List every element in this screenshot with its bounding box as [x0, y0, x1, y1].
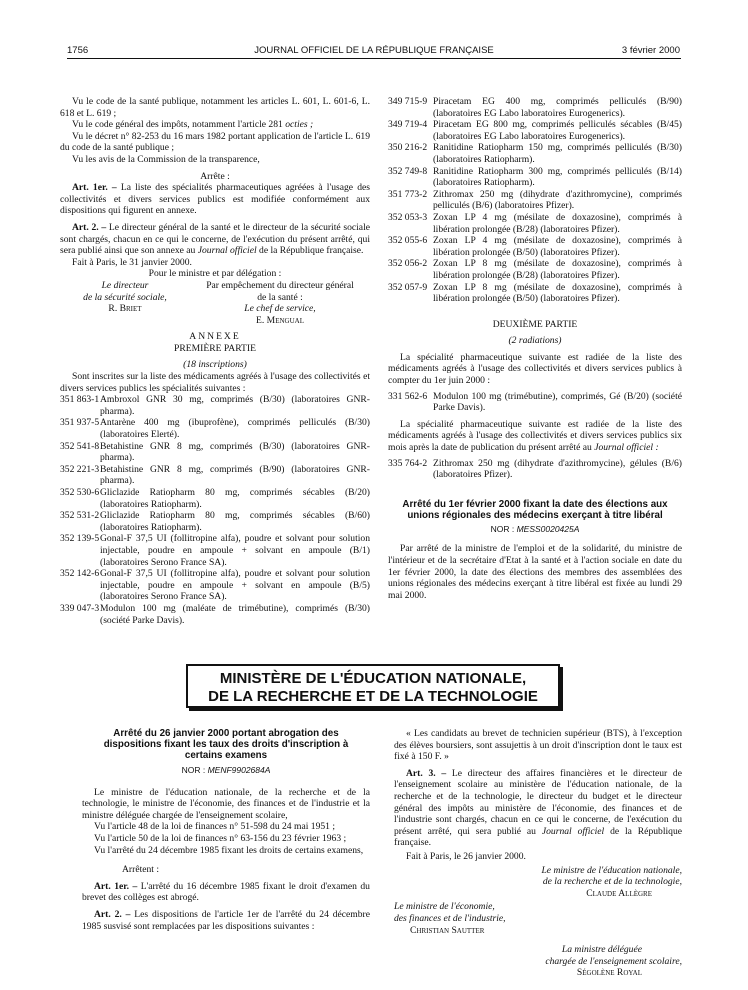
- entry-code: 351 773-2: [388, 188, 428, 200]
- inscriptions-count: (18 inscriptions): [183, 359, 247, 371]
- inscription-list-continued: [388, 96, 682, 305]
- medicine-entry: [388, 96, 682, 119]
- medicine-entry: [388, 212, 682, 235]
- elections-title: Arrêté du 1er février 2000 fixant la date des élections aux unions régionales des médecins exerçant à titre libéral: [402, 498, 668, 521]
- vu-line: Vu l'article 50 de la loi de finances n° 63-156 du 23 février 1963 ;: [94, 832, 347, 844]
- vu-line: Vu le code de la santé publique, notamment les articles L. 601, L. 601-6, L. 618 et L. 619 ;: [60, 96, 370, 119]
- article-2: Art. 2. – Le directeur général de la santé et le directeur de la sécurité sociale sont chargés, chacun en ce qui le concerne, de l'exécution du présent arrêté, qui sera publié ainsi que son annexe au Journal officiel de la République française.: [60, 221, 370, 257]
- entry-description: Gonal-F 37,5 UI (follitropine alfa), poudre et solvant pour solution injectable, poudre en ampoule + solvant en ampoule (B/1) (laboratoires Serono France SA).: [100, 533, 370, 568]
- radiations-count: (2 radiations): [508, 335, 562, 347]
- inscription-list: [60, 394, 370, 626]
- intro: Sont inscrites sur la liste des médicaments agréés à l'usage des collectivités et divers services publics les spécialités suivantes :: [60, 371, 370, 394]
- entry-description: Piracetam EG 400 mg, comprimés pelliculés (B/90) (laboratoires EG Labo laboratoires Eurogenerics).: [433, 96, 682, 119]
- entry-code: 350 216-2: [388, 142, 428, 154]
- right-column-top: [388, 96, 682, 601]
- delegation: Pour le ministre et par délégation :: [148, 268, 282, 280]
- radiation-paragraph: La spécialité pharmaceutique suivante est radiée de la liste des médicaments agréés à l'usage des collectivités et divers services publics à compter du 1er juin 2000 :: [388, 351, 682, 387]
- preamble: Le ministre de l'éducation nationale, de la recherche et de la technologie, le ministre de l'économie, des finances et de l'industrie et la ministre déléguée chargée de l'enseignement scolaire,: [82, 786, 370, 821]
- elections-nor: NOR : MESS0020425A: [490, 523, 580, 534]
- medicine-entry: [60, 510, 370, 533]
- medicine-entry: [60, 417, 370, 440]
- entry-code: 352 139-5: [60, 533, 100, 545]
- decree-nor: NOR : MENF9902684A: [181, 765, 271, 775]
- entry-description: Zithromax 250 mg (dihydrate d'azithromycine), comprimés pelliculés (B/6) (laboratoires Pfizer).: [433, 188, 682, 212]
- medicine-entry: [60, 568, 370, 603]
- entry-description: Zoxan LP 8 mg (mésilate de doxazosine), comprimés à libération prolongée (B/50) (laboratoires Pfizer).: [433, 281, 682, 305]
- fait-a-paris: Fait à Paris, le 31 janvier 2000.: [72, 256, 192, 268]
- entry-code: 352 530-6: [60, 487, 100, 498]
- entry-code: 352 541-8: [60, 440, 100, 452]
- entry-description: Piracetam EG 800 mg, comprimés pelliculés sécables (B/45) (laboratoires EG Labo laboratoires Eurogenerics).: [433, 119, 682, 142]
- vu-line: Vu les avis de la Commission de la transparence,: [72, 153, 260, 165]
- medicine-entry: [388, 166, 682, 189]
- entry-description: Zoxan LP 8 mg (mésilate de doxazosine), comprimés à libération prolongée (B/28) (laboratoires Pfizer).: [433, 258, 682, 281]
- entry-code: 349 715-9: [388, 96, 428, 107]
- right-column-bottom: [394, 728, 682, 979]
- entry-description: Gliclazide Ratiopharm 80 mg, comprimés sécables (B/20) (laboratoires Ratiopharm).: [100, 487, 370, 510]
- entry-description: Ambroxol GNR 30 mg, comprimés (B/30) (laboratoires GNR-pharma).: [100, 394, 370, 417]
- entry-description: Zoxan LP 4 mg (mésilate de doxazosine), comprimés à libération prolongée (B/28) (laboratoires Pfizer).: [433, 211, 682, 235]
- vu-line: Vu l'arrêté du 24 décembre 1985 fixant les droits de certains examens,: [94, 844, 364, 856]
- medicine-entry: [60, 487, 370, 510]
- entry-code: 351 937-5: [60, 417, 100, 429]
- signature-enseignement: La ministre déléguée chargée de l'enseignement scolaire, Ségolène Royal: [545, 944, 682, 979]
- medicine-entry: [388, 119, 682, 142]
- header-rule: [67, 58, 681, 59]
- elections-text: Par arrêté de la ministre de l'emploi et de la solidarité, du ministre de l'intérieur et de la secrétaire d'Etat à la santé et à l'action sociale en date du 1er février 2000, la date des élections des membres des assemblées des unions régionales des médecins exerçant à titre libéral est fixée au lundi 29 mai 2000.: [388, 543, 682, 601]
- entry-code: 352 749-8: [388, 165, 428, 177]
- article-2: Art. 2. – Les dispositions de l'article 1er de l'arrêté du 24 décembre 1985 susvisé sont remplacées par les dispositions suivantes :: [82, 908, 370, 932]
- medicine-entry: [388, 189, 682, 212]
- decree-title: Arrêté du 26 janvier 2000 portant abrogation des dispositions fixant les taux des droits d'inscription à certains examens: [103, 728, 349, 761]
- signatures-top: Le directeur de la sécurité sociale, R. Briet Par empêchement du directeur général de la santé : Le chef de service, E. Mengual: [83, 279, 354, 326]
- medicine-entry: [60, 464, 370, 487]
- entry-code: 339 047-3: [60, 602, 100, 614]
- medicine-entry: [60, 533, 370, 568]
- left-column-bottom: [82, 728, 370, 932]
- medicine-entry: [388, 235, 682, 258]
- vu-line: Vu le décret n° 82-253 du 16 mars 1982 portant application de l'article L. 619 du code de la santé publique ;: [60, 130, 370, 154]
- medicine-entry: [60, 441, 370, 464]
- entry-code: 352 531-2: [60, 510, 100, 522]
- issue-date: 3 février 2000: [621, 45, 680, 56]
- ministry-banner: MINISTÈRE DE L'ÉDUCATION NATIONALE, DE LA RECHERCHE ET DE LA TECHNOLOGIE: [186, 664, 560, 708]
- entry-description: Zoxan LP 4 mg (mésilate de doxazosine), comprimés à libération prolongée (B/50) (laboratoires Pfizer).: [433, 235, 682, 258]
- radiation-entry: 335 764-2 Zithromax 250 mg (dihydrate d'azithromycine), gélules (B/6) (laboratoires Pfizer).: [388, 457, 682, 481]
- page-number: 1756: [67, 45, 89, 56]
- entry-code: 351 863-1: [60, 394, 100, 406]
- medicine-entry: [60, 603, 370, 626]
- medicine-entry: [60, 394, 370, 417]
- radiation-entry: 331 562-6 Modulon 100 mg (trimébutine), comprimés, Gé (B/20) (société Parke Davis).: [388, 390, 682, 414]
- article-1: Art. 1er. – La liste des spécialités pharmaceutiques agréées à l'usage des collectivités et divers services publics est modifiée conformément aux dispositions qui figurent en annexe.: [60, 182, 370, 217]
- journal-title: JOURNAL OFFICIEL DE LA RÉPUBLIQUE FRANÇAISE: [254, 45, 494, 56]
- fait-a-paris: Fait à Paris, le 26 janvier 2000.: [406, 850, 526, 862]
- entry-description: Ranitidine Ratiopharm 150 mg, comprimés pelliculés (B/30) (laboratoires Ratiopharm).: [433, 142, 682, 165]
- entry-description: Antarène 400 mg (ibuprofène), comprimés pelliculés (B/30) (laboratoires Elerté).: [100, 417, 370, 441]
- medicine-entry: [388, 282, 682, 305]
- entry-code: 352 056-2: [388, 258, 428, 270]
- deuxieme-partie: DEUXIÈME PARTIE: [492, 318, 578, 330]
- entry-description: Betahistine GNR 8 mg, comprimés (B/90) (laboratoires GNR-pharma).: [100, 463, 370, 487]
- annexe-heading: ANNEXE: [189, 331, 241, 343]
- arretent-label: Arrêtent :: [122, 864, 160, 876]
- arrete-label: Arrête :: [200, 170, 230, 182]
- entry-code: 352 057-9: [388, 281, 428, 293]
- entry-description: Gliclazide Ratiopharm 80 mg, comprimés sécables (B/60) (laboratoires Ratiopharm).: [100, 510, 370, 533]
- quoted-provision: « Les candidats au brevet de technicien supérieur (BTS), à l'exception des élèves boursiers, sont assujettis à un droit d'inscription dont le taux est fixé à 150 F. »: [394, 728, 682, 763]
- entry-description: Gonal-F 37,5 UI (follitropine alfa), poudre et solvant pour solution injectable, poudre en ampoule + solvant en ampoule (B/5) (laboratoires Serono France SA).: [100, 568, 370, 603]
- medicine-entry: [388, 142, 682, 165]
- medicine-entry: [388, 258, 682, 281]
- entry-description: Modulon 100 mg (maléate de trimébutine), comprimés (B/30) (société Parke Davis).: [100, 602, 370, 626]
- article-1: Art. 1er. – L'arrêté du 16 décembre 1985 fixant le droit d'examen du brevet des collèges est abrogé.: [82, 880, 370, 904]
- entry-code: 349 719-4: [388, 119, 428, 131]
- entry-description: Betahistine GNR 8 mg, comprimés (B/30) (laboratoires GNR-pharma).: [100, 440, 370, 464]
- vu-line: Vu l'article 48 de la loi de finances n° 51-598 du 24 mai 1951 ;: [94, 821, 336, 833]
- signature-education: Le ministre de l'éducation nationale, de la recherche et de la technologie, Claude Allègre: [541, 864, 682, 899]
- article-3: Art. 3. – Le directeur des affaires financières et le directeur de l'enseignement scolaire au ministère de l'éducation nationale, de la recherche et de la technologie, le directeur du budget et le directeur général des impôts au ministère de l'économie, des finances et de l'industrie sont chargés, chacun en ce qui le concerne, de l'exécution du présent arrêté, qui sera publié au Journal officiel de la République française.: [394, 767, 683, 849]
- entry-description: Ranitidine Ratiopharm 300 mg, comprimés pelliculés (B/14) (laboratoires Ratiopharm).: [433, 165, 682, 189]
- entry-code: 352 055-6: [388, 235, 428, 247]
- premiere-partie: PREMIÈRE PARTIE: [174, 342, 256, 354]
- entry-code: 352 053-3: [388, 211, 428, 223]
- left-column-top: [60, 96, 370, 626]
- radiation-paragraph: La spécialité pharmaceutique suivante est radiée de la liste des médicaments agréés à l'usage des collectivités et divers services publics six mois après la date de publication du présent arrêté au Journal officiel :: [388, 418, 682, 454]
- entry-code: 352 221-3: [60, 463, 100, 475]
- signature-economie: Le ministre de l'économie, des finances et de l'industrie, Christian Sautter: [394, 901, 506, 936]
- vu-line: Vu le code général des impôts, notamment l'article 281 octies ;: [72, 119, 314, 131]
- entry-code: 352 142-6: [60, 568, 100, 580]
